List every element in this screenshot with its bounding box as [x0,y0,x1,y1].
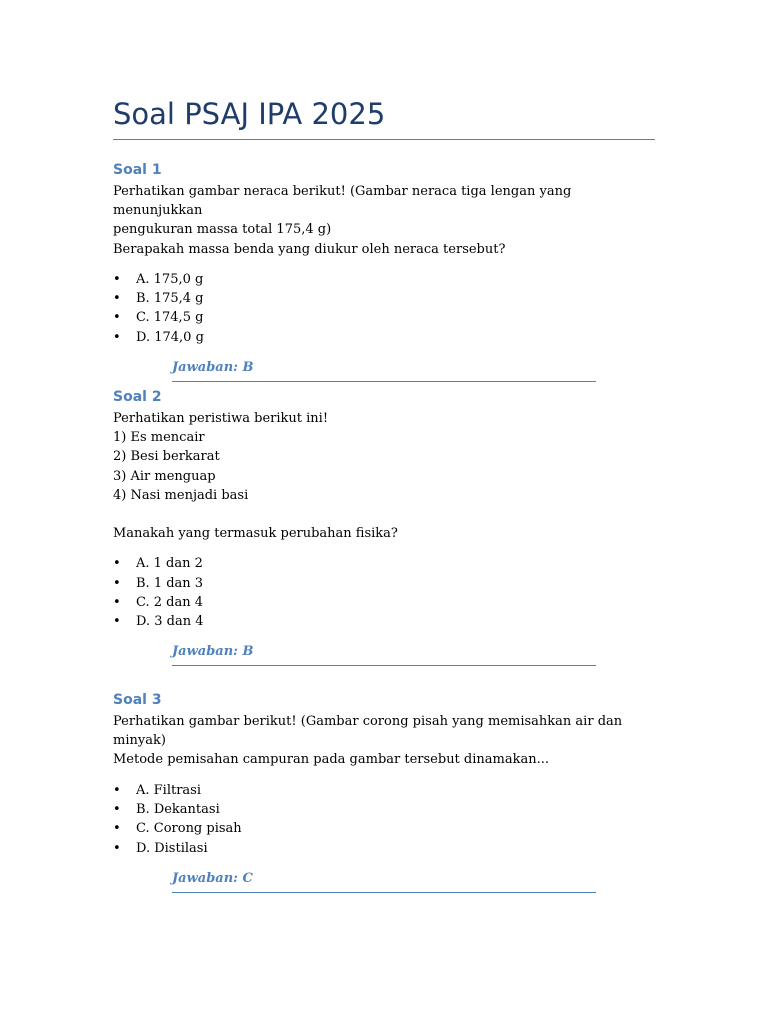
option-label: B. 175,4 g [136,291,204,307]
question-text-line: Perhatikan gambar berikut! (Gambar corong pisah yang memisahkan air dan minyak) [113,714,627,749]
option-item [113,819,655,838]
option-item [113,554,655,573]
question-heading: Soal 1 [113,162,162,178]
option-label: C. 2 dan 4 [136,594,203,610]
bullet-icon: • [113,575,121,591]
option-label: A. 175,0 g [136,271,204,287]
option-item [113,839,655,858]
question-text-line: 4) Nasi menjadi basi [113,487,249,503]
answer-block [172,642,596,666]
option-label: B. Dekantasi [136,801,220,817]
question-text-line: 3) Air menguap [113,468,216,484]
bullet-icon: • [113,310,121,326]
bullet-icon: • [113,614,121,630]
bullet-icon: • [113,594,121,610]
question-section-3 [113,690,655,893]
option-label: C. Corong pisah [136,821,242,837]
question-text-line: Perhatikan peristiwa berikut ini! [113,411,329,426]
option-label: A. 1 dan 2 [136,556,203,572]
options-list [113,270,655,347]
question-text-line: Perhatikan gambar neraca berikut! (Gambar neraca tiga lengan yang menunjukkan [113,184,576,219]
bullet-icon: • [113,801,121,817]
answer-text: Jawaban: B [172,644,254,660]
options-list [113,781,655,858]
option-item [113,308,655,327]
bullet-icon: • [113,271,121,287]
option-label: C. 174,5 g [136,310,204,326]
option-label: A. Filtrasi [136,782,202,798]
question-text-line: pengukuran massa total 175,4 g) [113,222,332,238]
option-item [113,270,655,289]
option-label: D. 3 dan 4 [136,614,204,630]
option-item [113,800,655,819]
option-item [113,781,655,800]
paragraph-gap [113,505,655,524]
question-section-1 [113,160,655,382]
document-title: Soal PSAJ IPA 2025 [113,97,386,131]
options-list [113,554,655,631]
question-text-line: Manakah yang termasuk perubahan fisika? [113,526,398,542]
option-item [113,612,655,631]
title-divider [113,139,655,140]
question-section-2 [113,387,655,666]
option-item [113,328,655,347]
bullet-icon: • [113,556,121,572]
answer-text: Jawaban: C [172,870,253,886]
option-label: B. 1 dan 3 [136,575,204,591]
bullet-icon: • [113,840,121,856]
question-text-line: Metode pemisahan campuran pada gambar tersebut dinamakan... [113,752,549,768]
option-item [113,593,655,612]
question-heading: Soal 2 [113,389,162,405]
option-label: D. Distilasi [136,840,208,856]
question-text-line: 2) Besi berkarat [113,449,220,465]
bullet-icon: • [113,329,121,345]
question-heading: Soal 3 [113,692,162,708]
question-text-line: 1) Es mencair [113,430,205,446]
answer-text: Jawaban: B [172,360,254,375]
option-item [113,289,655,308]
bullet-icon: • [113,821,121,837]
option-item [113,574,655,593]
option-label: D. 174,0 g [136,329,204,345]
answer-block [172,358,596,382]
bullet-icon: • [113,291,121,307]
bullet-icon: • [113,782,121,798]
answer-block [172,869,596,893]
question-text-line: Berapakah massa benda yang diukur oleh neraca tersebut? [113,241,506,257]
